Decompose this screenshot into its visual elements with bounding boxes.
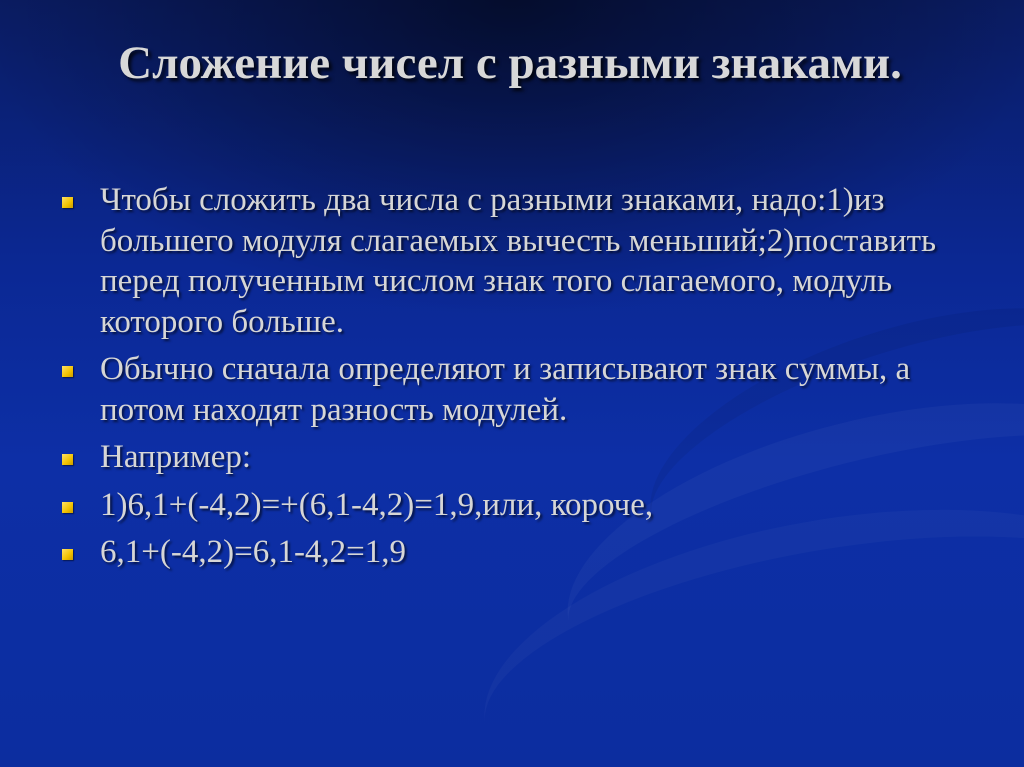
slide-title: Сложение чисел с разными знаками. bbox=[118, 37, 902, 89]
bullet-text: Например: bbox=[100, 439, 252, 475]
square-bullet-icon bbox=[62, 366, 73, 377]
bullet-item bbox=[60, 485, 940, 526]
bullet-item bbox=[60, 180, 940, 342]
bullet-text: 6,1+(-4,2)=6,1-4,2=1,9 bbox=[100, 534, 407, 570]
square-bullet-icon bbox=[62, 197, 73, 208]
bullet-item bbox=[60, 532, 940, 573]
bullet-text: 1)6,1+(-4,2)=+(6,1-4,2)=1,9,или, короче, bbox=[100, 486, 654, 523]
bullet-text: Чтобы сложить два числа с разными знаками, надо:1)из большего модуля слагаемых вычесть меньший;2)поставить перед полученным числом знак того слагаемого, модуль которого больше. bbox=[100, 182, 937, 340]
bullet-item bbox=[60, 437, 940, 478]
square-bullet-icon bbox=[62, 502, 73, 513]
bullet-list bbox=[60, 180, 940, 580]
bullet-text: Обычно сначала определяют и записывают знак суммы, а потом находят разность модулей. bbox=[100, 351, 911, 428]
square-bullet-icon bbox=[62, 454, 73, 465]
bullet-item bbox=[60, 349, 940, 430]
square-bullet-icon bbox=[62, 549, 73, 560]
